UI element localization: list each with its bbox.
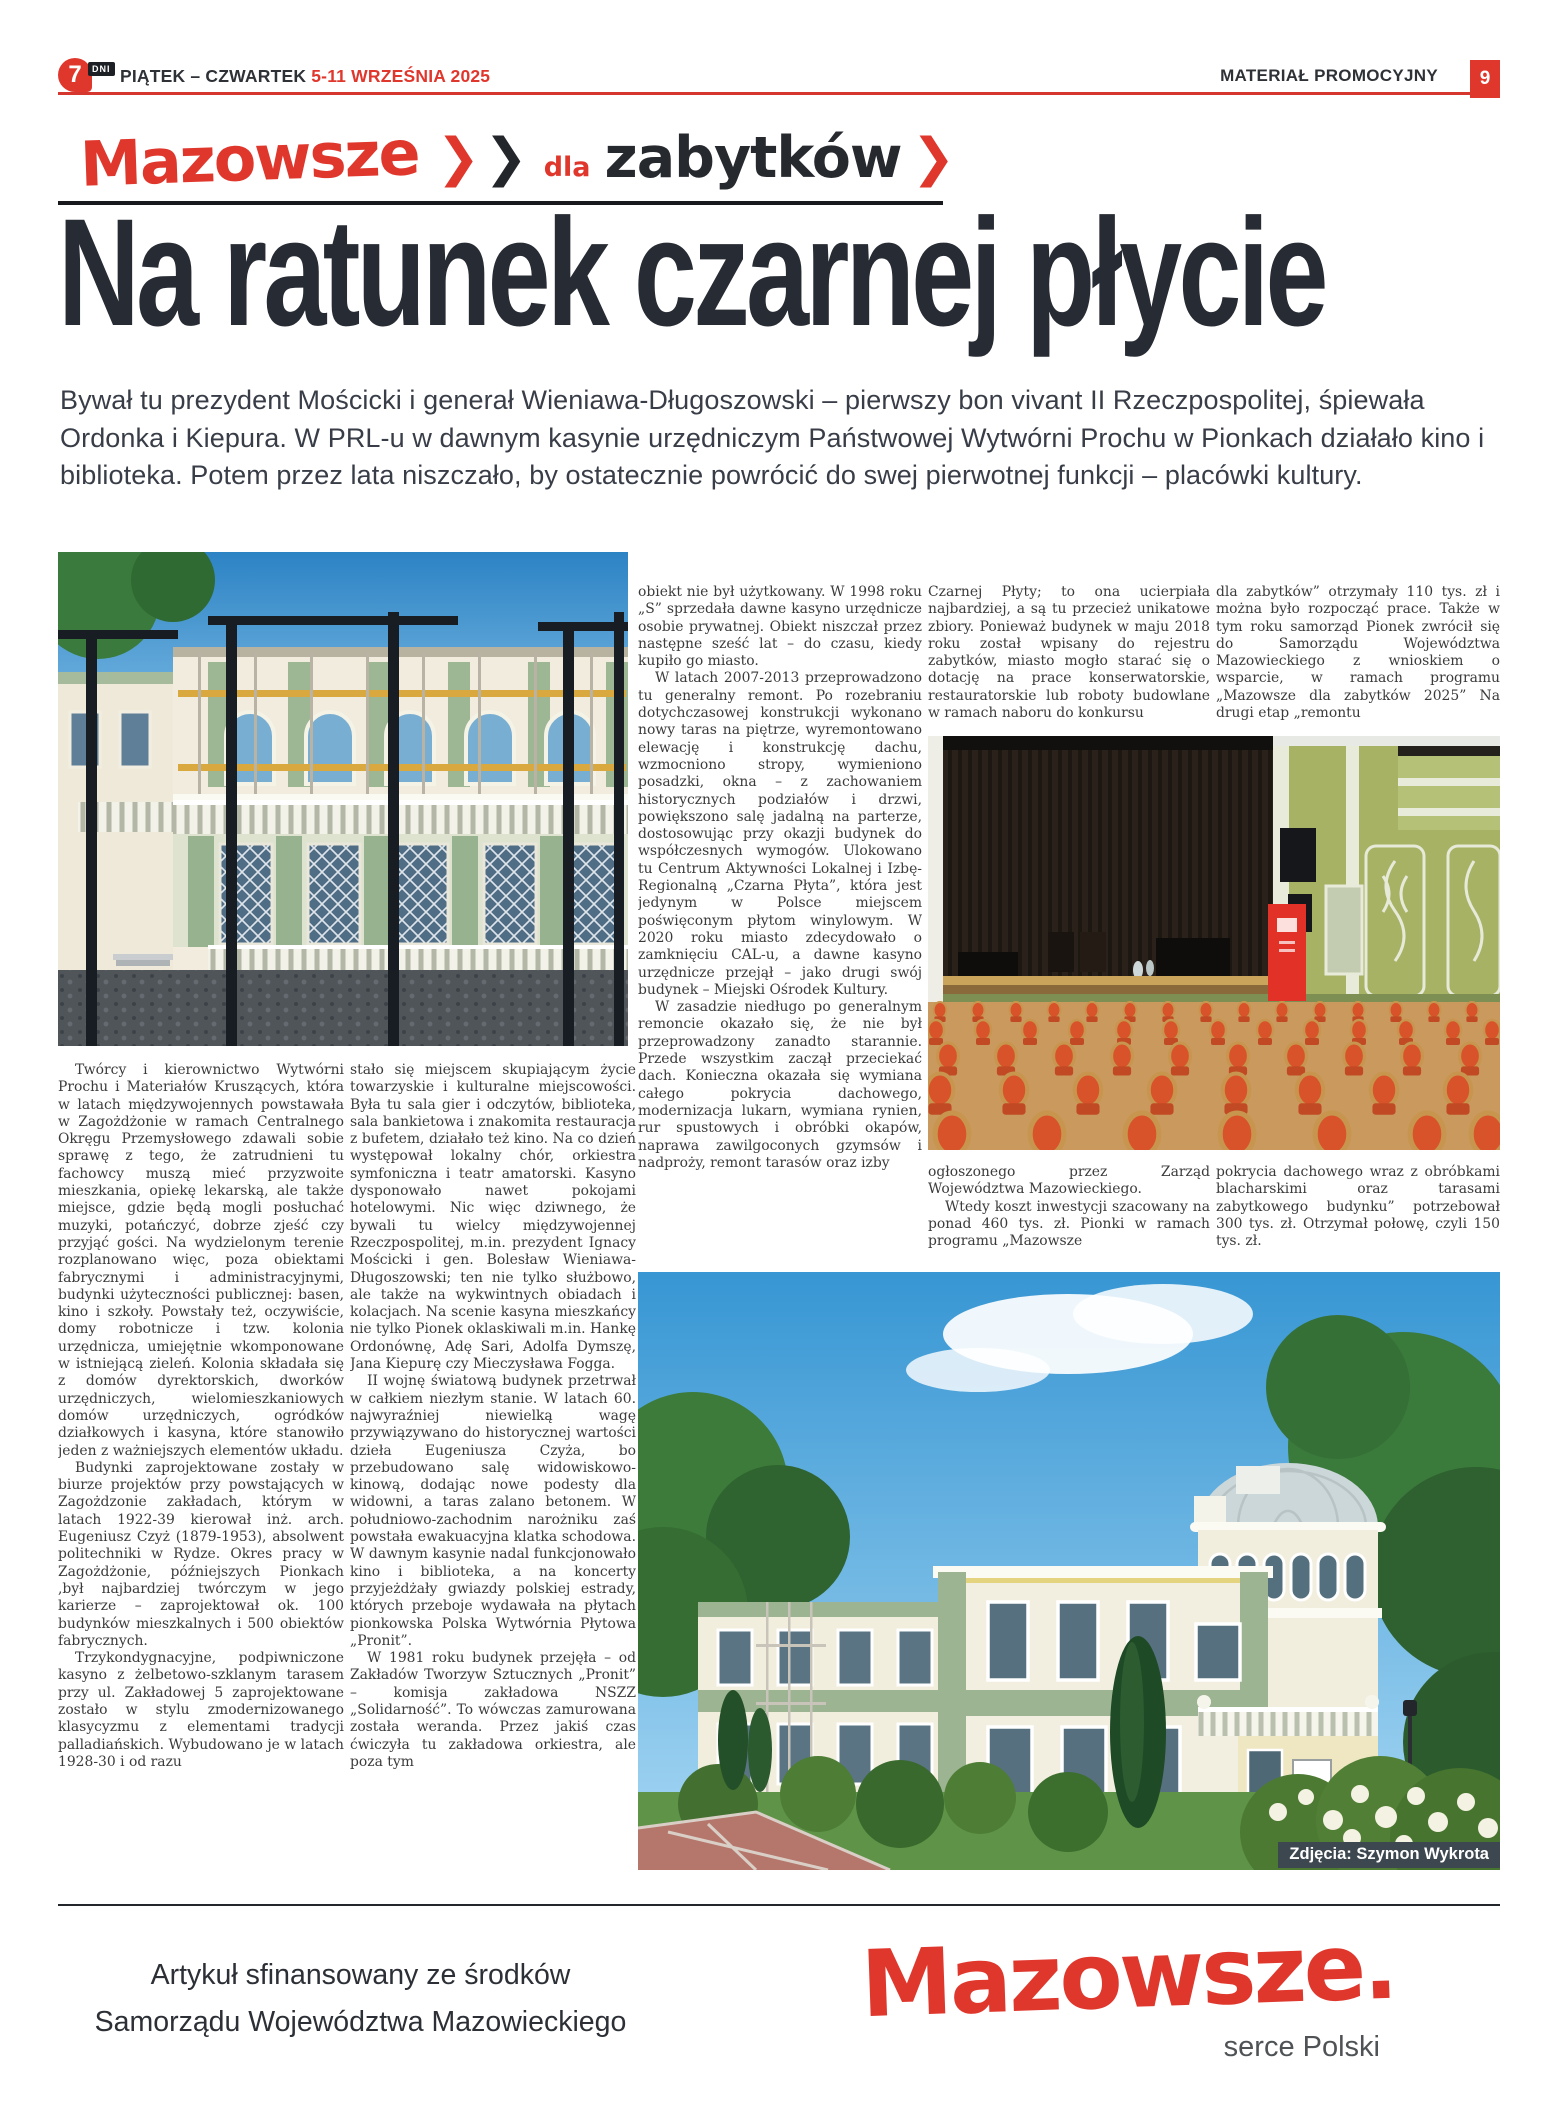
zabytkow-wordmark: zabytków bbox=[604, 125, 902, 191]
issue-date bbox=[120, 66, 490, 87]
mazowsze-footer-logo bbox=[848, 1912, 1408, 2064]
article-column-5-bottom bbox=[1216, 1164, 1500, 1280]
paragraph: Wtedy koszt inwestycji szacowany na ponad 460 tys. zł. Pionki w ramach programu „Mazowsze bbox=[928, 1198, 1210, 1250]
chevron-icon: ❯ bbox=[911, 128, 956, 188]
article-column-4-bottom bbox=[928, 1164, 1210, 1280]
day-range: PIĄTEK – CZWARTEK bbox=[120, 66, 307, 86]
mazowsze-footer-wordmark: Mazowsze. bbox=[859, 1912, 1397, 2039]
date-highlight: 5-11 WRZEŚNIA 2025 bbox=[311, 66, 491, 86]
concert-hall-illustration bbox=[928, 736, 1500, 1150]
paragraph: dla zabytków” otrzymały 110 tys. zł i można było rozpocząć prace. Także w tym roku samorząd Pionek zwrócił się do Samorządu Województwa Mazowieckiego z wnioskiem o wsparcie, w ramach programu „Mazowsze dla zabytków 2025” Na drugi etap „remontu bbox=[1216, 584, 1500, 722]
paragraph: W zasadzie niedługo po generalnym remoncie okazało się, że nie był przeprowadzony zanadto starannie. Przede wszystkim zaczął przeciekać dach. Konieczna okazała się wymiana całego pokrycia dachowego, modernizacja lukarn, wymiana rynien, rur spustowych i obróbki okapów, naprawa zawilgoconych gzymsów i nadproży, remont tarasów oraz izby bbox=[638, 999, 922, 1171]
article-headline: Na ratunek czarnej płycie bbox=[58, 187, 1325, 358]
chevron-icon: ❯ bbox=[484, 128, 528, 188]
paragraph: Budynki zaprojektowane zostały w biurze projektów przy powstających w Zagożdzonie zakładach, którym w latach 1922-39 kierował inż. arch. Eugeniusz Czyż (1879-1953), absolwent politechniki w Rydze. Okres pracy w Zagożdżonie, późniejszych Pionkach ,był najbardziej twórczym w jego karierze – zaprojektował ok. 100 budynków mieszkalnych i 500 obiektów fabrycznych. bbox=[58, 1459, 344, 1649]
photo-credit-badge: Zdjęcia: Szymon Wykrota bbox=[1278, 1842, 1500, 1868]
article-column-2 bbox=[350, 1062, 636, 1936]
article-column-1 bbox=[58, 1062, 344, 1936]
seven-logo-icon: 7 bbox=[58, 58, 92, 92]
dni-logo-badge: DNI bbox=[88, 62, 115, 76]
paragraph: Trzykondygnacyjne, podpiwniczone kasyno z żelbetowo-szklanym tarasem przy ul. Zakładowej 5 zaprojektowane zostało w stylu zmodernizowanego klasycyzmu z elementami tradycji palladiańskich. Wybudowano je w latach 1928-30 i od razu bbox=[58, 1650, 344, 1770]
photo-casino-facade bbox=[58, 552, 628, 1046]
masthead-rule bbox=[58, 92, 1500, 95]
palace-illustration bbox=[638, 1272, 1500, 1870]
paragraph: W latach 2007-2013 przeprowadzono tu generalny remont. Po rozebraniu dotychczasowej konstrukcji wykonano nowy taras na piętrze, wyremontowano elewację i konstrukcję dachu, wzmocniono stropy, wymieniono posadzki, okna – z zachowaniem historycznych podziałów i drzwi, powiększono salę jadalną na parterze, dostosowując przy okazji budynek do współczesnych wymogów. Ulokowano tu Centrum Aktywności Lokalnej i Izbę-Regionalną „Czarna Płyta”, która jest jedynym w Polsce miejscem poświęconym płytom winylowym. W 2020 roku miasto zdecydowało o zamknięciu CAL-u, a dawne kasyno urzędnicze przejął – jako drugi swój budynek – Miejski Ośrodek Kultury. bbox=[638, 670, 922, 998]
paragraph: obiekt nie był użytkowany. W 1998 roku „S” sprzedała dawne kasyno urzędnicze osobie prywatnej. Obiekt niszczał przez następne sześć lat – do czasu, kiedy kupiło go miasto. bbox=[638, 584, 922, 670]
mazowsze-wordmark: Mazowsze bbox=[78, 115, 420, 201]
promo-label: MATERIAŁ PROMOCYJNY bbox=[1220, 66, 1438, 85]
article-column-5-top bbox=[1216, 584, 1500, 726]
paragraph: Twórcy i kierownictwo Wytwórni Prochu i Materiałów Kruszących, która w latach międzywojennych powstawała w Zagożdżonie w ramach Centralnego Okręgu Przemysłowego zdawali sobie sprawę z tego, że zatrudnieni tu fachowcy muszą mieć przyzwoite mieszkania, opiekę lekarską, ale także miejsce, gdzie będą mogli posłuchać muzyki, potańczyć, dobrze zjeść czy przyjąć gości. Na wydzielonym terenie rozplanowano więc, poza obiektami fabrycznymi i administracyjnymi, budynki użyteczności publicznej: basen, kino i szkoły. Powstały też, oczywiście, domy robotnicze i tzw. kolonia urzędnicza, umiejętnie wkomponowane w istniejącą zieleń. Kolonia składała się z domów dyrektorskich, dworków urzędniczych, wielomieszkaniowych domów urzędniczych, ogródków działkowych i kasyna, które stanowiło jeden z ważniejszych elementów układu. bbox=[58, 1062, 344, 1459]
paragraph: pokrycia dachowego wraz z obróbkami blacharskimi oraz tarasami zabytkowego budynku” potrzebował 300 tys. zł. Otrzymał połowę, czyli 150 tys. zł. bbox=[1216, 1164, 1500, 1250]
paragraph: ogłoszonego przez Zarząd Województwa Mazowieckiego. bbox=[928, 1164, 1210, 1198]
dla-label: dla bbox=[543, 151, 591, 183]
paragraph: W 1981 roku budynek przejęła – od Zakładów Tworzyw Sztucznych „Pronit” – komisja zakładowa NSZZ „Solidarność”. To wówczas zamurowana została weranda. Przez jakiś czas ćwiczyła tu zakładowa orkiestra, ale poza tym bbox=[350, 1650, 636, 1770]
article-column-3 bbox=[638, 584, 922, 1274]
funding-line-2: Samorządu Województwa Mazowieckiego bbox=[94, 2006, 627, 2038]
chevron-icon: ❯ bbox=[436, 128, 481, 188]
paragraph: Czarnej Płyty; to ona ucierpiała najbardziej, a są tu przecież unikatowe zbiory. Ponieważ budynek w maju 2018 roku został wpisany do rejestru zabytków, miasto mogło starać się o dotację na prace konserwatorskie, restauratorskie lub roboty budowlane w ramach naboru do konkursu bbox=[928, 584, 1210, 722]
photo-palace-building bbox=[638, 1272, 1500, 1870]
paragraph: II wojnę światową budynek przetrwał w całkiem niezłym stanie. W latach 60. najwyraźniej niewielką wagę przywiązywano do historycznej wartości dzieła Eugeniusza Czyża, bo przebudowano salę widowiskowo-kinową, dodając nowe podesty dla widowni, a taras zalano betonem. W południowo-zachodnim narożniku zaś powstała ewakuacyjna klatka schodowa. W dawnym kasynie nadal funkcjonowało kino i biblioteka, a na koncerty przyjeżdżały gwiazdy polskiej estrady, których przeboje wydawała na płytach pionkowska Polska Wytwórnia Płytowa „Pronit”. bbox=[350, 1373, 636, 1649]
casino-facade-illustration bbox=[58, 552, 628, 1046]
article-lead: Bywał tu prezydent Mościcki i generał Wieniawa-Długoszowski – pierwszy bon vivant II Rzeczpospolitej, śpiewała Ordonka i Kiepura. W PRL-u w dawnym kasynie urzędniczym Państwowej Wytwórni Prochu w Pionkach działało kino i biblioteka. Potem przez lata niszczało, by ostatecznie powrócić do swej pierwotnej funkcji – placówki kultury. bbox=[60, 385, 1485, 490]
funding-line-1: Artykuł sfinansowany ze środków bbox=[150, 1959, 571, 1991]
page-number: 9 bbox=[1470, 60, 1500, 98]
funding-note bbox=[88, 1952, 633, 2046]
photo-concert-hall bbox=[928, 736, 1500, 1150]
footer-rule bbox=[58, 1904, 1500, 1906]
paragraph: stało się miejscem skupiającym życie towarzyskie i kulturalne miejscowości. Była tu sala gier i odczytów, biblioteka, sala bankietowa i znakomita restauracja z bufetem, działało też kino. Na co dzień występował lokalny chór, orkiestra symfoniczna i teatr amatorski. Kasyno dysponowało nawet pokojami hotelowymi. Nic więc dziwnego, że bywali tu wielcy międzywojennej Rzeczpospolitej, m.in. prezydent Ignacy Mościcki i gen. Bolesław Wieniawa-Długoszowski; ten nie tylko służbowo, ale także na wykwintnych obiadach i kolacjach. Na scenie kasyna mieszkańcy nie tylko Pionek oklaskiwali m.in. Hankę Ordonównę, Adę Sari, Adolfa Dymszę, Jana Kiepurę czy Mieczysława Fogga. bbox=[350, 1062, 636, 1373]
article-column-4-top bbox=[928, 584, 1210, 726]
serce-polski-tagline: serce Polski bbox=[1223, 2031, 1380, 2063]
